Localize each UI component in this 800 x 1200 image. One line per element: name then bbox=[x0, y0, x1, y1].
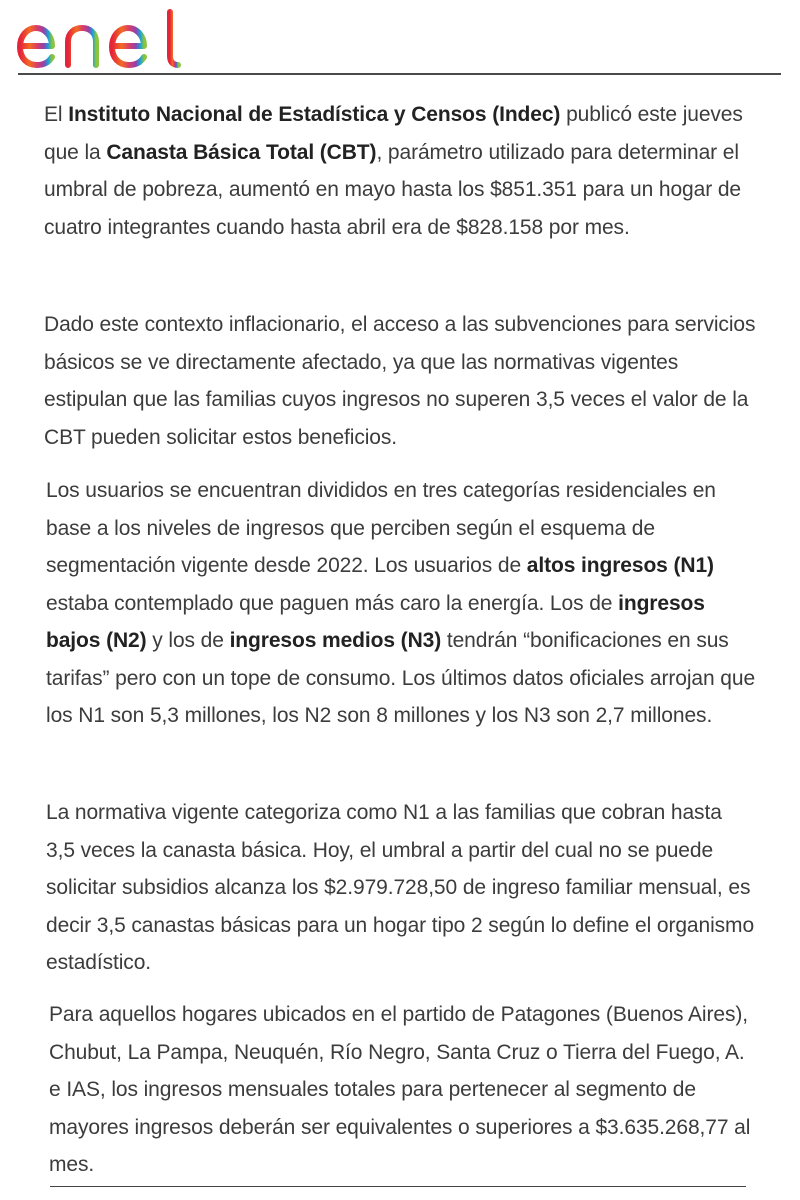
page-header bbox=[0, 0, 800, 76]
category-n2: ingresos bajos (N2) bbox=[46, 591, 705, 652]
paragraph-user-categories: Los usuarios se encuentran divididos en tres categorías residenciales en base a los niveles de ingresos que perciben según el esquema de segmentación vigente desde 2022. Los usuarios de altos ingresos (N1) estaba contemplado que paguen más caro la energía. Los de ingresos bajos (N2) y los de ingresos medios (N3) tendrán “bonificaciones en sus tarifas” pero con un tope de consumo. Los últimos datos oficiales arrojan que los N1 son 5,3 millones, los N2 son 8 millones y los N3 son 2,7 millones. bbox=[46, 479, 756, 727]
footer-divider bbox=[50, 1186, 746, 1187]
paragraph-subsidy-context: Dado este contexto inflacionario, el acceso a las subvenciones para servicios básicos se ve directamente afectado, ya que las normativas vigentes estipulan que las familias cuyos ingresos no superen 3,5 veces el valor de la CBT pueden solicitar estos beneficios. bbox=[44, 313, 756, 449]
category-n3: ingresos medios (N3) bbox=[229, 629, 442, 652]
paragraph-cbt-increase: El Instituto Nacional de Estadística y Censos (Indec) publicó este jueves que la Canasta Básica Total (CBT), parámetro utilizado para determinar el umbral de pobreza, aumentó en mayo hasta los $851.351 para un hogar de cuatro integrantes cuando hasta abril era de $828.158 por mes. bbox=[44, 103, 743, 239]
enel-logo[interactable] bbox=[16, 8, 186, 70]
indec-name: Instituto Nacional de Estadística y Censos (Indec) bbox=[68, 103, 561, 126]
cbt-name: Canasta Básica Total (CBT) bbox=[106, 140, 377, 164]
header-divider bbox=[18, 73, 781, 75]
paragraph-n1-threshold: La normativa vigente categoriza como N1 a las familias que cobran hasta 3,5 veces la canasta básica. Hoy, el umbral a partir del cual no se puede solicitar subsidios alcanza los $2.979.728,50 de ingreso familiar mensual, es decir 3,5 canastas básicas para un hogar tipo 2 según lo define el organismo estadístico. bbox=[46, 801, 755, 974]
paragraph-patagonia-threshold: Para aquellos hogares ubicados en el partido de Patagones (Buenos Aires), Chubut, La Pampa, Neuquén, Río Negro, Santa Cruz o Tierra del Fuego, A. e IAS, los ingresos mensuales totales para pertenecer al segmento de mayores ingresos deberán ser equivalentes o superiores a $3.635.268,77 al mes. bbox=[49, 1003, 751, 1176]
category-n1: altos ingresos (N1) bbox=[526, 554, 714, 577]
